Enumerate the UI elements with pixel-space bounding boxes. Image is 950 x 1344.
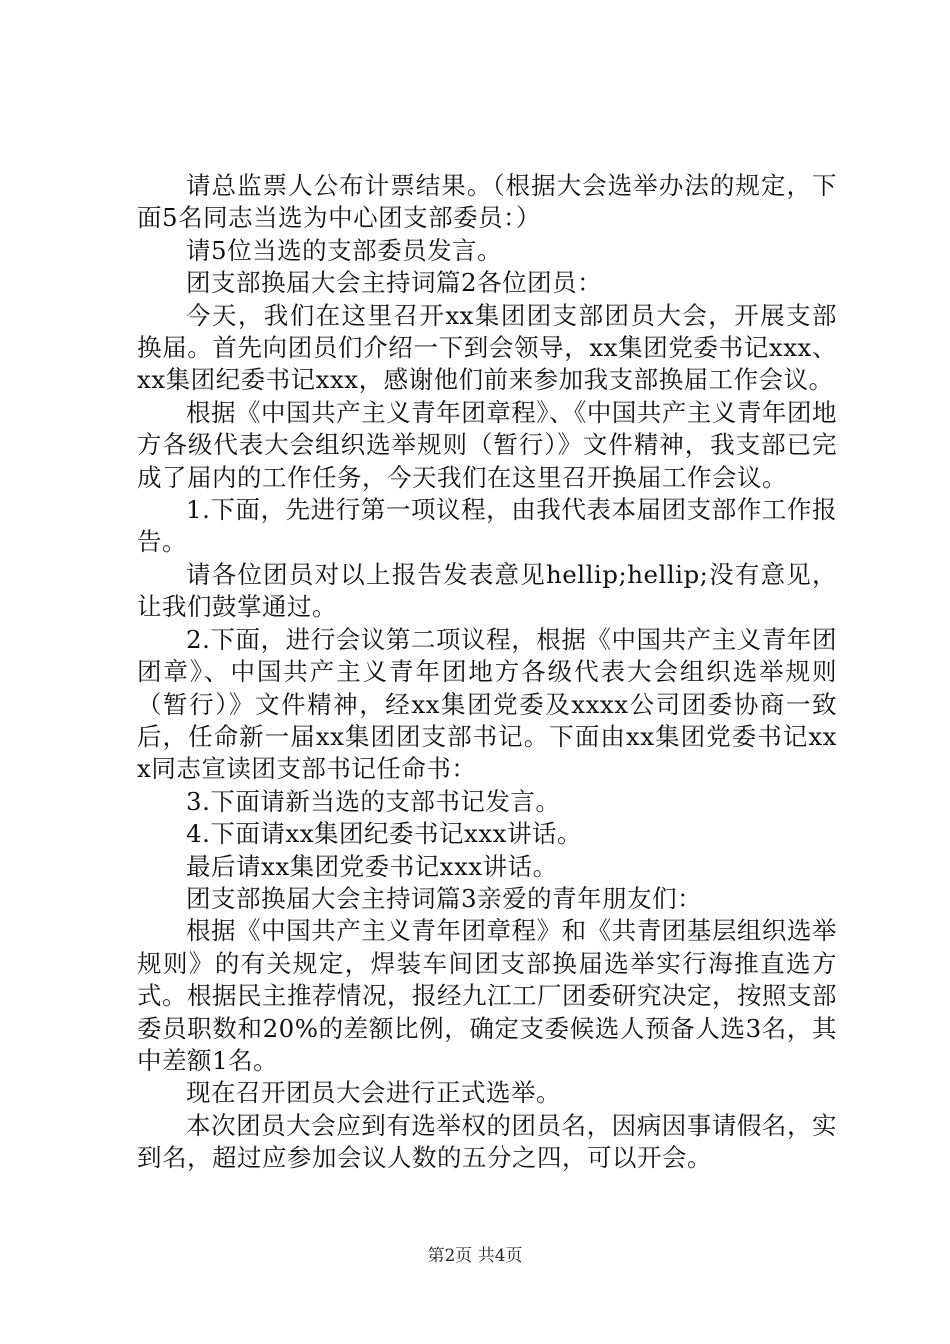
paragraph-11: 最后请xx集团党委书记xxx讲话。 bbox=[186, 851, 558, 881]
paragraph-2: 请5位当选的支部委员发言。 bbox=[186, 235, 503, 265]
paragraph-15: 本次团员大会应到有选举权的团员名，因病因事请假名，实到名，超过应参加会议人数的五分之四，可以开会。 bbox=[137, 1110, 837, 1173]
paragraph-4: 今天，我们在这里召开xx集团团支部团员大会，开展支部换届。首先向团员们介绍一下到会领导，xx集团党委书记xxx、xx集团纪委书记xxx，感谢他们前来参加我支部换届工作会议。 bbox=[137, 300, 837, 395]
paragraph-5: 根据《中国共产主义青年团章程》、《中国共产主义青年团地方各级代表大会组织选举规则（暂行）》文件精神，我支部已完成了届内的工作任务，今天我们在这里召开换届工作会议。 bbox=[137, 397, 837, 492]
paragraph-1: 请总监票人公布计票结果。（根据大会选举办法的规定，下面5名同志当选为中心团支部委员：） bbox=[137, 171, 837, 233]
paragraph-10: 4.下面请xx集团纪委书记xxx讲话。 bbox=[186, 819, 582, 849]
paragraph-9: 3.下面请新当选的支部书记发言。 bbox=[186, 786, 561, 816]
paragraph-8: 2.下面，进行会议第二项议程，根据《中国共产主义青年团团章》、中国共产主义青年团地方各级代表大会组织选举规则（暂行）》文件精神，经xx集团党委及xxxx公司团委协商一致后，任命新一届xx集团团支部书记。下面由xx集团党委书记xxx同志宣读团支部书记任命书： bbox=[137, 624, 837, 784]
page-number-footer: 第2页 共4页 bbox=[427, 1246, 523, 1266]
paragraph-14: 现在召开团员大会进行正式选举。 bbox=[186, 1078, 561, 1108]
paragraph-7: 请各位团员对以上报告发表意见hellip;hellip;没有意见，让我们鼓掌通过。 bbox=[137, 559, 837, 622]
paragraph-6: 1.下面，先进行第一项议程，由我代表本届团支部作工作报告。 bbox=[137, 495, 837, 557]
paragraph-13: 根据《中国共产主义青年团章程》和《共青团基层组织选举规则》的有关规定，焊装车间团支部换届选举实行海推直选方式。根据民主推荐情况，报经九江工厂团委研究决定，按照支部委员职数和20%的差额比例，确定支委候选人预备人选3名，其中差额1名。 bbox=[137, 916, 837, 1075]
paragraph-12: 团支部换届大会主持词篇3亲爱的青年朋友们： bbox=[186, 883, 703, 913]
paragraph-3: 团支部换届大会主持词篇2各位团员： bbox=[186, 268, 603, 298]
document-body bbox=[137, 170, 837, 1175]
